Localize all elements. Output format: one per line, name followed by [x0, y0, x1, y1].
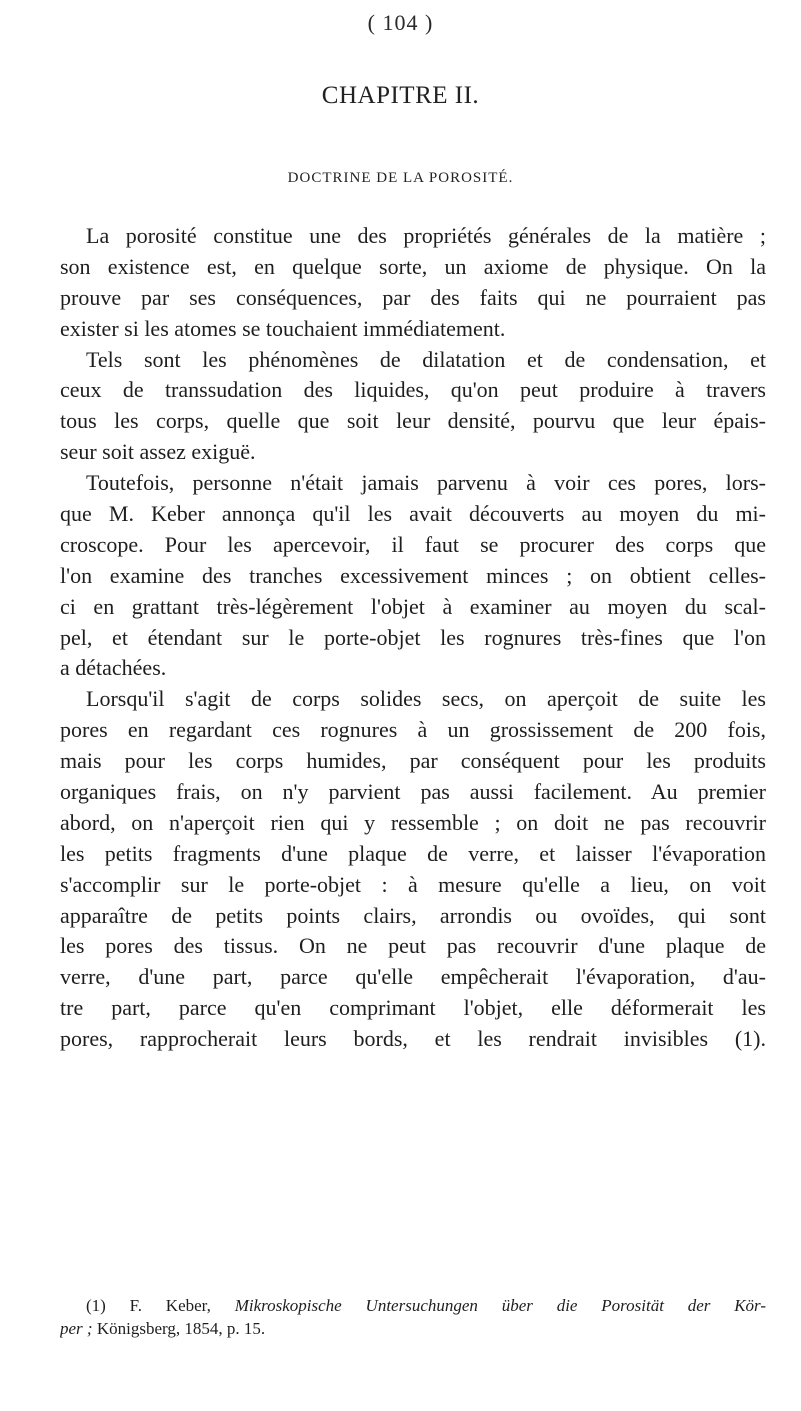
body-line: que M. Keber annonça qu'il les avait découverts au moyen du mi-	[60, 501, 766, 527]
body-line: Tels sont les phénomènes de dilatation et de condensation, et	[86, 346, 766, 372]
body-line: a détachées.	[60, 655, 167, 681]
footnote-line	[60, 1317, 766, 1340]
body-line: apparaître de petits points clairs, arrondis ou ovoïdes, qui sont	[60, 902, 766, 928]
body-line: Lorsqu'il s'agit de corps solides secs, on aperçoit de suite les	[86, 686, 766, 712]
footnote-line	[60, 1294, 766, 1317]
body-line: prouve par ses conséquences, par des faits qui ne pourraient pas	[60, 284, 766, 310]
footnote-title-continued: per ;	[60, 1319, 93, 1338]
body-line: tous les corps, quelle que soit leur densité, pourvu que leur épais-	[60, 408, 766, 434]
body-line: son existence est, en quelque sorte, un axiome de physique. On la	[60, 253, 766, 279]
body-line: abord, on n'aperçoit rien qui y ressemble ; on doit ne pas recouvrir	[60, 809, 766, 835]
footnote-publication: Königsberg, 1854, p. 15.	[92, 1319, 266, 1338]
body-line: seur soit assez exiguë.	[60, 439, 256, 465]
body-text	[60, 221, 766, 1055]
body-line: verre, d'une part, parce qu'elle empêcherait l'évaporation, d'au-	[60, 964, 766, 990]
body-line: pel, et étendant sur le porte-objet les rognures très-fines que l'on	[60, 624, 766, 650]
body-line: exister si les atomes se touchaient immédiatement.	[60, 315, 506, 341]
body-line: les pores des tissus. On ne peut pas recouvrir d'une plaque de	[60, 933, 766, 959]
body-line: l'on examine des tranches excessivement minces ; on obtient celles-	[60, 562, 766, 588]
footnote	[60, 1294, 766, 1340]
body-line: s'accomplir sur le porte-objet : à mesure qu'elle a lieu, on voit	[60, 871, 766, 897]
body-line: les petits fragments d'une plaque de verre, et laisser l'évaporation	[60, 840, 766, 866]
body-line: ci en grattant très-légèrement l'objet à examiner au moyen du scal-	[60, 593, 766, 619]
body-line: tre part, parce qu'en comprimant l'objet, elle déformerait les	[60, 995, 766, 1021]
body-line: Toutefois, personne n'était jamais parvenu à voir ces pores, lors-	[86, 470, 766, 496]
body-line: organiques frais, on n'y parvient pas aussi facilement. Au premier	[60, 779, 766, 805]
body-line: pores, rapprocherait leurs bords, et les rendrait invisibles (1).	[60, 1026, 766, 1052]
footnote-marker: (1) F. Keber,	[86, 1296, 235, 1315]
chapter-title: CHAPITRE II.	[321, 82, 480, 109]
page-number: ( 104 )	[367, 10, 434, 35]
body-line: ceux de transsudation des liquides, qu'on peut produire à travers	[60, 377, 766, 403]
footnote-title: Mikroskopische Untersuchungen über die Porosität der Kör-	[234, 1296, 766, 1315]
body-line: croscope. Pour les apercevoir, il faut se procurer des corps que	[60, 531, 766, 557]
section-title: DOCTRINE DE LA POROSITÉ.	[287, 170, 514, 186]
body-line: pores en regardant ces rognures à un grossissement de 200 fois,	[60, 717, 766, 743]
body-line: La porosité constitue une des propriétés générales de la matière ;	[86, 223, 766, 248]
body-line: mais pour les corps humides, par conséquent pour les produits	[60, 748, 766, 774]
